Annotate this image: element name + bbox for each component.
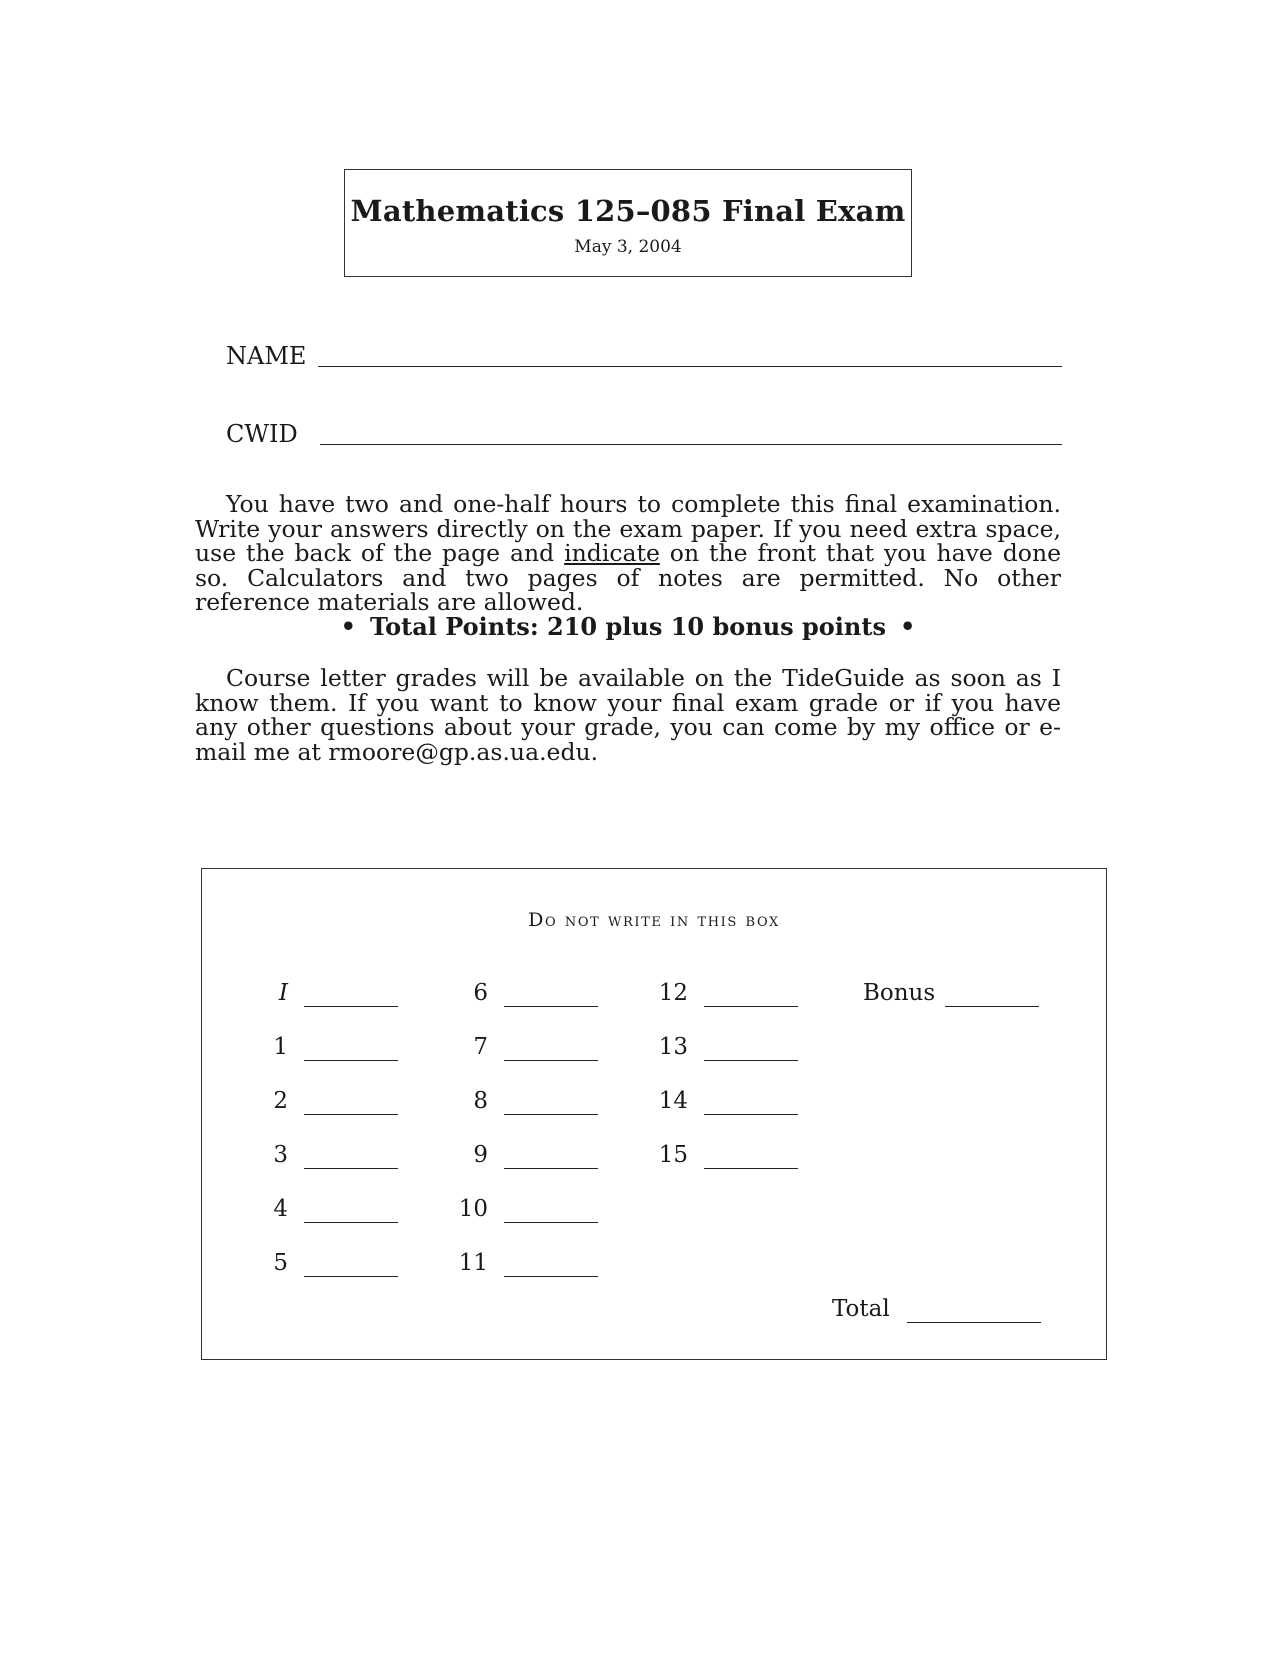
problem-label: 9: [473, 1142, 488, 1168]
exam-title: Mathematics 125–085 Final Exam: [350, 194, 906, 228]
problem-label: 3: [273, 1142, 288, 1168]
bullet-icon: •: [340, 612, 357, 641]
problem-label: 5: [273, 1250, 288, 1276]
grade-box: [201, 868, 1107, 1360]
problem-label: 14: [658, 1088, 688, 1114]
score-blank[interactable]: [704, 1060, 798, 1061]
score-blank[interactable]: [504, 1276, 598, 1277]
problem-label: I: [278, 980, 288, 1006]
score-blank[interactable]: [504, 1168, 598, 1169]
instructions-paragraph: [195, 492, 1061, 615]
instructions-text-1: You have two and one-half hours to complete this final examination. Write your answers directly on the exam paper. If you need extra space, use the back of the page and: [195, 490, 1061, 567]
score-blank[interactable]: [704, 1006, 798, 1007]
score-blank[interactable]: [304, 1006, 398, 1007]
total-points-line: [0, 612, 1256, 641]
problem-label: 2: [273, 1088, 288, 1114]
problem-label: 8: [473, 1088, 488, 1114]
problem-label: 15: [658, 1142, 688, 1168]
score-blank[interactable]: [504, 1006, 598, 1007]
grades-note-paragraph: Course letter grades will be available on the TideGuide as soon as I know them. If you want to know your final exam grade or if you have any other questions about your grade, you can come by my office or e-mail me at rmoore@gp.as.ua.edu.: [195, 664, 1061, 766]
score-blank[interactable]: [504, 1222, 598, 1223]
exam-date: May 3, 2004: [574, 237, 682, 257]
bonus-score-blank[interactable]: [945, 1006, 1039, 1007]
score-blank[interactable]: [504, 1060, 598, 1061]
problem-label: 11: [458, 1250, 488, 1276]
score-blank[interactable]: [304, 1276, 398, 1277]
instructions-text-2: on the front that you have done so. Calculators and two pages of notes are permitted. No other reference materials are allowed.: [195, 539, 1061, 616]
cwid-label: CWID: [226, 420, 298, 448]
score-blank[interactable]: [504, 1114, 598, 1115]
score-blank[interactable]: [304, 1168, 398, 1169]
name-label: NAME: [226, 342, 307, 370]
problem-label: 13: [658, 1034, 688, 1060]
problem-label: 6: [473, 980, 488, 1006]
instructions-underlined-word: indicate: [564, 539, 660, 567]
total-score-blank[interactable]: [907, 1322, 1041, 1323]
name-field[interactable]: [318, 366, 1062, 367]
bonus-label: Bonus: [863, 980, 936, 1006]
title-box: [344, 169, 912, 277]
problem-label: 4: [273, 1196, 288, 1222]
total-label: Total: [832, 1296, 890, 1322]
score-blank[interactable]: [704, 1168, 798, 1169]
bullet-icon: •: [899, 612, 916, 641]
score-blank[interactable]: [704, 1114, 798, 1115]
cwid-field[interactable]: [320, 444, 1062, 445]
score-blank[interactable]: [304, 1114, 398, 1115]
problem-label: 10: [458, 1196, 488, 1222]
problem-label: 12: [658, 980, 688, 1006]
score-blank[interactable]: [304, 1222, 398, 1223]
score-blank[interactable]: [304, 1060, 398, 1061]
problem-label: 7: [473, 1034, 488, 1060]
grade-box-heading: Do not write in this box: [528, 909, 780, 931]
problem-label: 1: [273, 1034, 288, 1060]
total-points-text: Total Points: 210 plus 10 bonus points: [370, 612, 886, 641]
